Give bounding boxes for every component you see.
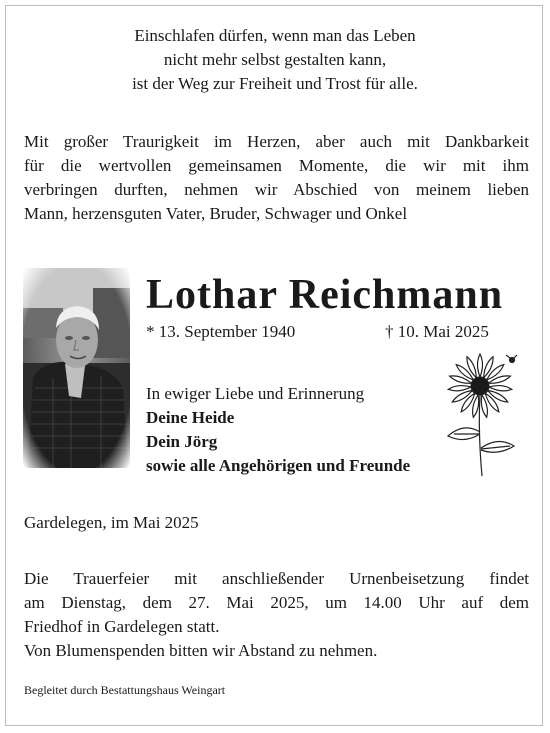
intro-line: für die wertvollen gemeinsamen Momente, die wir mit ihm: [24, 156, 529, 175]
memorial-poem: [0, 24, 550, 96]
remembrance-line: In ewiger Liebe und Erinnerung: [146, 384, 365, 403]
poem-line: nicht mehr selbst gestalten kann,: [163, 50, 387, 69]
funeral-service-info: [24, 567, 529, 663]
poem-line: Einschlafen dürfen, wenn man das Leben: [134, 26, 416, 45]
family-signature: [146, 382, 410, 478]
family-member: Dein Jörg: [146, 432, 218, 451]
service-line: am Dienstag, dem 27. Mai 2025, um 14.00 Uhr auf dem: [24, 593, 529, 612]
service-line: Von Blumenspenden bitten wir Abstand zu nehmen.: [24, 641, 378, 660]
poem-line: ist der Weg zur Freiheit und Trost für alle.: [132, 74, 418, 93]
undertaker-credit: Begleitet durch Bestattungshaus Weingart: [24, 683, 226, 697]
sunflower-icon: [434, 352, 532, 478]
birth-date: * 13. September 1940: [146, 322, 296, 341]
service-line: Die Trauerfeier mit anschließender Urnenbeisetzung findet: [24, 569, 529, 588]
intro-line: verbringen durften, nehmen wir Abschied von meinem lieben: [24, 180, 529, 199]
place-and-date: Gardelegen, im Mai 2025: [24, 513, 199, 532]
intro-line: Mann, herzensguten Vater, Bruder, Schwager und Onkel: [24, 204, 408, 223]
family-member: Deine Heide: [146, 408, 235, 427]
death-date: † 10. Mai 2025: [385, 322, 489, 341]
portrait-photo: [23, 268, 130, 468]
intro-text: [24, 130, 529, 226]
deceased-name: Lothar Reichmann: [146, 272, 504, 318]
intro-line: Mit großer Traurigkeit im Herzen, aber auch mit Dankbarkeit: [24, 132, 529, 151]
family-member: sowie alle Angehörigen und Freunde: [146, 456, 411, 475]
service-line: Friedhof in Gardelegen statt.: [24, 617, 220, 636]
